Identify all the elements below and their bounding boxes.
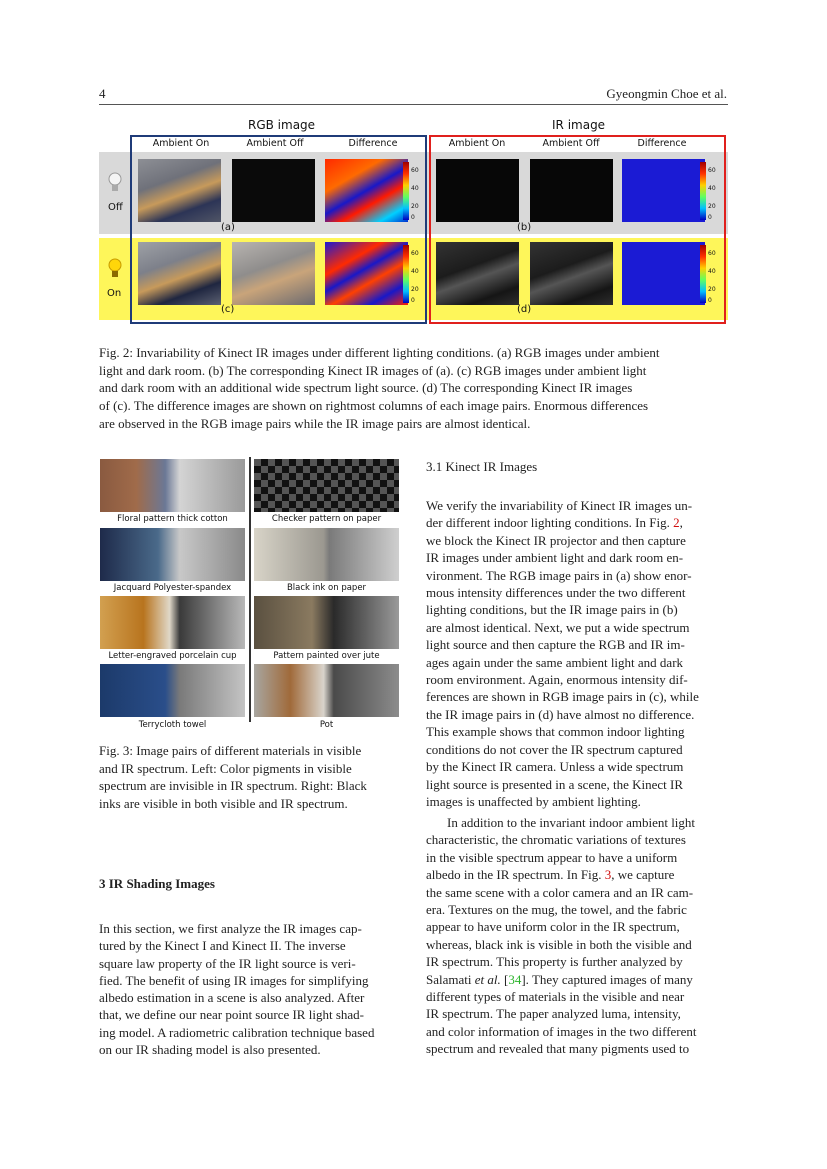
text-line: and color information of images in the two different bbox=[426, 1023, 697, 1039]
text-line: in the visible spectrum appear to have a uniform bbox=[426, 849, 678, 865]
row-label-off: Off bbox=[108, 202, 123, 213]
caption-line: and dark room with an additional wide spectrum light source. (d) The corresponding Kinect IR images bbox=[99, 380, 633, 396]
material-label-checker-paper: Checker pattern on paper bbox=[271, 514, 382, 524]
material-label-painted-jute: Pattern painted over jute bbox=[273, 651, 380, 661]
text-line: the IR image pairs in (d) have almost no difference. bbox=[426, 706, 695, 722]
tick-0: 0 bbox=[411, 297, 415, 304]
text-line: different types of materials in the visible and near bbox=[426, 989, 685, 1005]
text-line: IR spectrum. This property is further analyzed by bbox=[426, 954, 683, 970]
figure-3-divider bbox=[249, 457, 251, 722]
painted-jute-image-pair bbox=[254, 596, 399, 649]
tick-20: 20 bbox=[708, 203, 716, 210]
panel-label-a: (a) bbox=[221, 222, 235, 233]
lightbulb-on-icon bbox=[108, 258, 122, 280]
caption-line: Fig. 3: Image pairs of different materials in visible bbox=[99, 743, 362, 758]
text-line: In this section, we first analyze the IR images cap- bbox=[99, 921, 362, 936]
tick-0: 0 bbox=[708, 297, 712, 304]
text-line: ages again under the same ambient light and dark bbox=[426, 654, 684, 670]
material-label-black-ink: Black ink on paper bbox=[286, 583, 367, 593]
caption-line: Fig. 2: Invariability of Kinect IR images under different lighting conditions. (a) RGB images under ambient bbox=[99, 345, 660, 360]
material-label-pot: Pot bbox=[319, 720, 334, 730]
text-line: ing model. A radiometric calibration technique based bbox=[99, 1024, 375, 1040]
tick-40: 40 bbox=[708, 268, 716, 275]
col-label-rgb-difference: Difference bbox=[348, 138, 398, 149]
figure-3 bbox=[99, 457, 404, 737]
panel-label-c: (c) bbox=[221, 304, 235, 315]
text-line: albedo in the IR spectrum. In Fig. 3, we capture bbox=[426, 867, 675, 883]
material-label-jacquard: Jacquard Polyester-spandex bbox=[113, 583, 232, 593]
text-line: room environment. Again, enormous intensity dif- bbox=[426, 672, 688, 688]
text-line: This example shows that common indoor lighting bbox=[426, 724, 685, 740]
col-label-rgb-ambient-on: Ambient On bbox=[152, 138, 210, 149]
subsection-heading: 3.1 Kinect IR Images bbox=[426, 459, 538, 474]
text-line: are almost identical. Next, we put a wide spectrum bbox=[426, 619, 690, 635]
text-line: tured by the Kinect I and Kinect II. The inverse bbox=[99, 938, 346, 954]
text-line: We verify the invariability of Kinect IR images un- bbox=[426, 498, 693, 513]
col-label-ir-ambient-off: Ambient Off bbox=[542, 138, 600, 149]
text-line: light source is presented in a scene, the Kinect IR bbox=[426, 776, 684, 792]
text-line: Salamati et al. [34]. They captured images of many bbox=[426, 971, 693, 987]
tick-60: 60 bbox=[708, 167, 716, 174]
text-line: IR images under ambient light and dark room en- bbox=[426, 550, 684, 566]
figure-3-caption bbox=[99, 742, 404, 813]
panel-label-b: (b) bbox=[517, 222, 532, 233]
caption-line: inks are visible in both visible and IR spectrum. bbox=[99, 796, 348, 812]
porcelain-cup-image-pair bbox=[100, 596, 245, 649]
text-line: whereas, black ink is visible in both the visible and bbox=[426, 936, 692, 952]
material-label-terrycloth-towel: Terrycloth towel bbox=[138, 720, 207, 730]
section-heading: 3 IR Shading Images bbox=[99, 876, 215, 891]
tick-20: 20 bbox=[411, 286, 419, 293]
tick-60: 60 bbox=[708, 250, 716, 257]
tick-0: 0 bbox=[708, 214, 712, 221]
tick-40: 40 bbox=[708, 185, 716, 192]
figure-3-link[interactable]: 3 bbox=[604, 867, 612, 883]
figure-2-link[interactable]: 2 bbox=[673, 515, 680, 531]
ir-image-title: IR image bbox=[552, 118, 606, 132]
kinect-ir-paragraph-2 bbox=[426, 814, 728, 1058]
rgb-image-frame bbox=[130, 135, 427, 324]
checker-paper-image-pair bbox=[254, 459, 399, 512]
text-line: ferences are shown in RGB image pairs in (c), while bbox=[426, 689, 699, 705]
text-line: light source and then capture the RGB and IR im- bbox=[426, 637, 685, 653]
text-line: by the Kinect IR camera. Unless a wide spectrum bbox=[426, 759, 684, 775]
text-line: square law property of the IR light source is veri- bbox=[99, 955, 356, 971]
ir-image-frame bbox=[429, 135, 726, 324]
material-label-floral-cotton: Floral pattern thick cotton bbox=[117, 514, 228, 524]
tick-40: 40 bbox=[411, 268, 419, 275]
figure-2-caption bbox=[99, 344, 728, 433]
text-line: on our IR shading model is also presented. bbox=[99, 1042, 321, 1058]
text-line: fied. The benefit of using IR images for simplifying bbox=[99, 972, 369, 988]
text-line: characteristic, the chromatic variations of textures bbox=[426, 832, 686, 848]
text-line: der different indoor lighting conditions. In Fig. 2, bbox=[426, 515, 683, 531]
tick-20: 20 bbox=[411, 203, 419, 210]
text-line: vironment. The RGB image pairs in (a) show enor- bbox=[426, 567, 692, 583]
text-line: era. Textures on the mug, the towel, and the fabric bbox=[426, 902, 687, 918]
rgb-image-title: RGB image bbox=[248, 118, 316, 132]
tick-0: 0 bbox=[411, 214, 415, 221]
kinect-ir-paragraph-1 bbox=[426, 497, 728, 810]
text-line: mous intensity differences under the two different bbox=[426, 585, 686, 601]
text-line: appear to have uniform color in the IR spectrum, bbox=[426, 919, 680, 935]
caption-line: and IR spectrum. Left: Color pigments in visible bbox=[99, 760, 352, 776]
col-label-ir-ambient-on: Ambient On bbox=[448, 138, 506, 149]
row-label-on: On bbox=[107, 288, 122, 299]
text-line: that, we define our near point source IR light shad- bbox=[99, 1007, 364, 1023]
caption-line: of (c). The difference images are shown on rightmost columns of each image pairs. Enormous differences bbox=[99, 398, 649, 414]
text-line: lighting conditions, but the IR image pairs in (b) bbox=[426, 602, 678, 618]
text-line: IR spectrum. The paper analyzed luma, intensity, bbox=[426, 1006, 681, 1022]
figure-2 bbox=[99, 114, 728, 324]
terrycloth-towel-image-pair bbox=[100, 664, 245, 717]
jacquard-image-pair bbox=[100, 528, 245, 581]
text-line: we block the Kinect IR projector and then capture bbox=[426, 532, 686, 548]
col-label-rgb-ambient-off: Ambient Off bbox=[246, 138, 304, 149]
section-intro-paragraph bbox=[99, 920, 412, 1058]
lightbulb-off-icon bbox=[108, 172, 122, 194]
material-label-porcelain-cup: Letter-engraved porcelain cup bbox=[108, 651, 237, 661]
text-line: images is unaffected by ambient lighting. bbox=[426, 793, 641, 809]
text-line: conditions do not cover the IR spectrum captured bbox=[426, 741, 683, 757]
caption-line: spectrum are invisible in IR spectrum. Right: Black bbox=[99, 778, 367, 794]
text-line: spectrum and revealed that many pigments used to bbox=[426, 1041, 690, 1057]
tick-40: 40 bbox=[411, 185, 419, 192]
citation-34-link[interactable]: 34 bbox=[508, 971, 522, 987]
caption-line: light and dark room. (b) The corresponding Kinect IR images of (a). (c) RGB images under ambient light bbox=[99, 362, 647, 378]
floral-cotton-image-pair bbox=[100, 459, 245, 512]
col-label-ir-difference: Difference bbox=[637, 138, 687, 149]
running-head: Gyeongmin Choe et al. bbox=[606, 86, 727, 101]
panel-label-d: (d) bbox=[517, 304, 532, 315]
header-rule bbox=[99, 104, 728, 105]
text-line: In addition to the invariant indoor ambient light bbox=[447, 815, 696, 830]
pot-image-pair bbox=[254, 664, 399, 717]
tick-20: 20 bbox=[708, 286, 716, 293]
caption-line: are observed in the RGB image pairs while the IR image pairs are almost identical. bbox=[99, 415, 531, 431]
text-line: the same scene with a color camera and an IR cam- bbox=[426, 884, 694, 900]
page-number: 4 bbox=[99, 86, 106, 101]
tick-60: 60 bbox=[411, 250, 419, 257]
text-line: albedo estimation in a scene is also analyzed. After bbox=[99, 990, 365, 1006]
tick-60: 60 bbox=[411, 167, 419, 174]
black-ink-image-pair bbox=[254, 528, 399, 581]
